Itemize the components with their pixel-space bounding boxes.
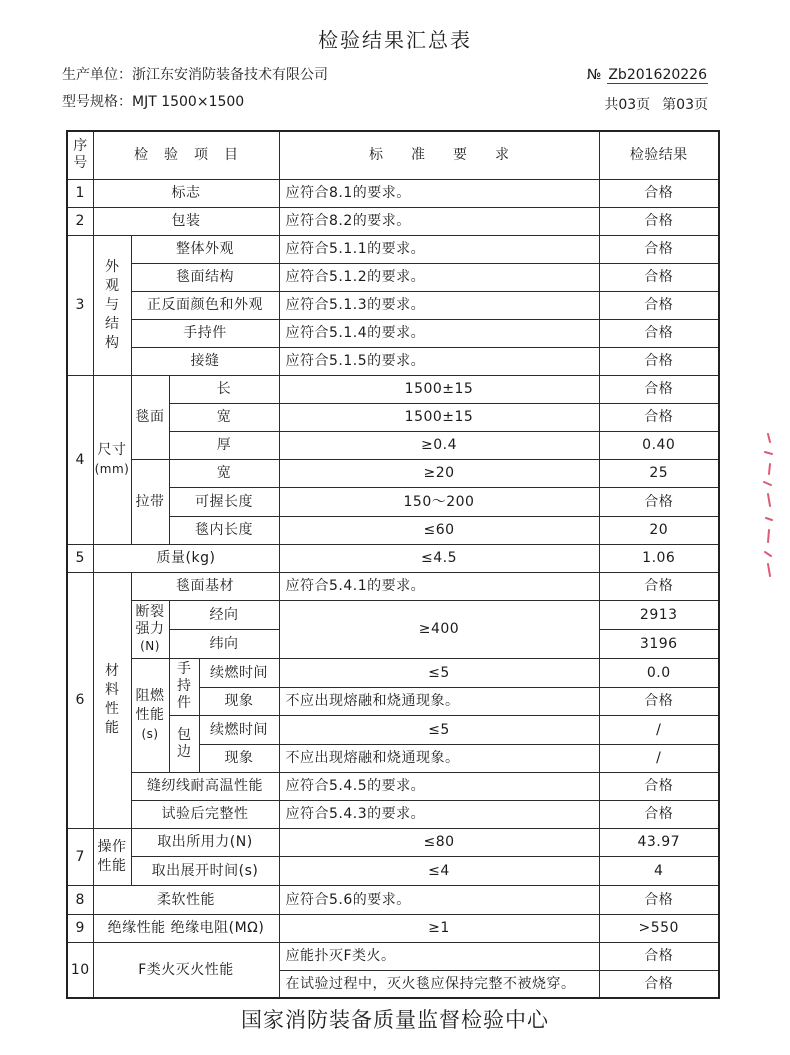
table-row [67, 179, 719, 207]
col-header-no [67, 131, 93, 179]
table-row [67, 375, 719, 403]
row-4-standard-2: 1500±15 [279, 403, 599, 431]
report-number-symbol: № [586, 67, 602, 83]
row-3-result-2: 合格 [599, 263, 719, 291]
row-1-result: 合格 [599, 179, 719, 207]
table-row [67, 885, 719, 914]
row-6-group [93, 572, 131, 828]
row-6-integrity-standard: 应符合5.4.3的要求。 [279, 800, 599, 828]
row-6-flame-part-1-result-1: 0.0 [599, 658, 719, 687]
row-3-standard-1: 应符合5.1.1的要求。 [279, 235, 599, 263]
table-row [67, 600, 719, 629]
report-number-value: Zb201620226 [608, 67, 707, 83]
row-3-result-4: 合格 [599, 319, 719, 347]
row-7-group-line-2: 性能 [97, 857, 127, 874]
row-7-standard-1: ≤80 [279, 828, 599, 856]
row-6-flame-part-1 [169, 658, 199, 715]
row-6-integrity-item: 试验后完整性 [131, 800, 279, 828]
row-3-standard-2: 应符合5.1.2的要求。 [279, 263, 599, 291]
row-4-subgroup-2: 拉带 [131, 459, 169, 544]
row-6-breaking-result-2: 3196 [599, 629, 719, 658]
row-3-standard-5: 应符合5.1.5的要求。 [279, 347, 599, 375]
page-total: 共03页 [604, 97, 651, 113]
document-title: 检验结果汇总表 [318, 28, 472, 52]
row-9-no: 9 [67, 914, 93, 942]
table-row [67, 942, 719, 970]
row-5-result: 1.06 [599, 544, 719, 572]
row-6-flame-part-2-item-1: 续燃时间 [199, 715, 279, 744]
row-4-result-5: 合格 [599, 487, 719, 516]
issuing-organization: 国家消防装备质量监督检验中心 [241, 1008, 549, 1032]
row-6-flame-part-1-item-2: 现象 [199, 687, 279, 715]
row-5-no: 5 [67, 544, 93, 572]
row-4-standard-4: ≥20 [279, 459, 599, 487]
row-6-base-standard: 应符合5.4.1的要求。 [279, 572, 599, 600]
row-10-standard-2: 在试验过程中，灭火毯应保持完整不被烧穿。 [279, 970, 599, 998]
table-row [67, 235, 719, 263]
row-10-standard-1: 应能扑灭F类火。 [279, 942, 599, 970]
row-10-no: 10 [67, 942, 93, 998]
table-row [67, 291, 719, 319]
row-6-breaking-result-1: 2913 [599, 600, 719, 629]
row-4-group-label: 尺寸 [97, 441, 127, 458]
row-6-no: 6 [67, 572, 93, 828]
row-9-result: >550 [599, 914, 719, 942]
row-3-group [93, 235, 131, 375]
row-7-standard-2: ≤4 [279, 856, 599, 885]
row-8-standard: 应符合5.6的要求。 [279, 885, 599, 914]
report-number [587, 66, 708, 84]
row-4-standard-3: ≥0.4 [279, 431, 599, 459]
row-4-item-3: 厚 [169, 431, 279, 459]
row-6-flame-part-2-result-1: / [599, 715, 719, 744]
row-1-item: 标志 [93, 179, 279, 207]
row-2-result: 合格 [599, 207, 719, 235]
row-6-breaking-item-1: 经向 [169, 600, 279, 629]
row-6-thread-result: 合格 [599, 772, 719, 800]
table-header-row [67, 131, 719, 179]
row-7-no: 7 [67, 828, 93, 885]
row-6-flame-label [131, 658, 169, 772]
row-7-item-2: 取出展开时间(s) [131, 856, 279, 885]
row-6-flame-part-1-result-2: 合格 [599, 687, 719, 715]
row-3-result-1: 合格 [599, 235, 719, 263]
results-table [66, 130, 720, 999]
table-row [67, 207, 719, 235]
row-8-result: 合格 [599, 885, 719, 914]
table-row [67, 856, 719, 885]
row-6-flame-label-unit: (s) [141, 726, 159, 741]
row-6-base-result: 合格 [599, 572, 719, 600]
row-3-standard-3: 应符合5.1.3的要求。 [279, 291, 599, 319]
row-7-result-2: 4 [599, 856, 719, 885]
table-row [67, 263, 719, 291]
row-9-standard: ≥1 [279, 914, 599, 942]
row-6-flame-part-1-standard-2: 不应出现熔融和烧通现象。 [279, 687, 599, 715]
row-4-group-unit: (mm) [94, 461, 130, 476]
row-1-standard: 应符合8.1的要求。 [279, 179, 599, 207]
row-7-result-1: 43.97 [599, 828, 719, 856]
row-2-standard: 应符合8.2的要求。 [279, 207, 599, 235]
row-3-item-1: 整体外观 [131, 235, 279, 263]
row-6-thread-standard: 应符合5.4.5的要求。 [279, 772, 599, 800]
row-7-group [93, 828, 131, 885]
row-4-result-2: 合格 [599, 403, 719, 431]
col-header-item: 检验项目 [93, 131, 279, 179]
col-header-result: 检验结果 [599, 131, 719, 179]
seal-fragment [756, 430, 780, 580]
table-row [67, 828, 719, 856]
col-header-no-label: 序号 [73, 138, 88, 172]
row-4-result-3: 0.40 [599, 431, 719, 459]
row-4-subgroup-1: 毯面 [131, 375, 169, 459]
model-line [62, 93, 244, 111]
row-4-result-6: 20 [599, 516, 719, 544]
manufacturer-label: 生产单位： [62, 67, 132, 83]
row-6-flame-part-1-item-1: 续燃时间 [199, 658, 279, 687]
row-4-result-4: 25 [599, 459, 719, 487]
manufacturer-line [62, 66, 328, 84]
row-8-item: 柔软性能 [93, 885, 279, 914]
row-6-breaking-label [131, 600, 169, 658]
row-10-result-2: 合格 [599, 970, 719, 998]
row-6-flame-part-2 [169, 715, 199, 772]
row-6-breaking-label-unit: (N) [140, 638, 160, 653]
row-6-flame-label-line-2: 性能 [135, 706, 165, 723]
row-5-standard: ≤4.5 [279, 544, 599, 572]
row-4-item-4: 宽 [169, 459, 279, 487]
row-6-base-item: 毯面基材 [131, 572, 279, 600]
row-2-no: 2 [67, 207, 93, 235]
row-4-group [93, 375, 131, 544]
row-3-item-2: 毯面结构 [131, 263, 279, 291]
row-3-result-5: 合格 [599, 347, 719, 375]
row-8-no: 8 [67, 885, 93, 914]
table-row [67, 658, 719, 687]
table-row [67, 914, 719, 942]
row-6-flame-part-2-item-2: 现象 [199, 744, 279, 772]
row-6-integrity-result: 合格 [599, 800, 719, 828]
row-2-item: 包装 [93, 207, 279, 235]
manufacturer-value: 浙江东安消防装备技术有限公司 [132, 67, 328, 83]
row-7-item-1: 取出所用力(N) [131, 828, 279, 856]
row-4-item-6: 毯内长度 [169, 516, 279, 544]
row-7-group-line-1: 操作 [97, 838, 127, 855]
row-6-breaking-label-line-2: 强力 [135, 620, 165, 637]
row-3-item-3: 正反面颜色和外观 [131, 291, 279, 319]
row-4-item-2: 宽 [169, 403, 279, 431]
row-6-group-label: 材料性能 [105, 663, 119, 736]
row-5-item: 质量(kg) [93, 544, 279, 572]
table-row [67, 347, 719, 375]
row-6-flame-part-1-standard-1: ≤5 [279, 658, 599, 687]
row-4-standard-6: ≤60 [279, 516, 599, 544]
row-4-no: 4 [67, 375, 93, 544]
row-6-breaking-item-2: 纬向 [169, 629, 279, 658]
row-6-thread-item: 缝纫线耐高温性能 [131, 772, 279, 800]
row-3-item-5: 接缝 [131, 347, 279, 375]
table-row [67, 319, 719, 347]
row-6-flame-part-2-label: 包边 [177, 726, 191, 760]
row-4-item-1: 长 [169, 375, 279, 403]
model-value: MJT 1500×1500 [132, 94, 245, 110]
page-current: 第03页 [662, 97, 708, 113]
row-1-no: 1 [67, 179, 93, 207]
row-6-flame-part-1-label: 手持件 [177, 661, 191, 711]
row-6-flame-part-2-result-2: / [599, 744, 719, 772]
model-label: 型号规格： [62, 94, 132, 110]
row-6-flame-part-2-standard-2: 不应出现熔融和烧通现象。 [279, 744, 599, 772]
row-6-flame-part-2-standard-1: ≤5 [279, 715, 599, 744]
row-3-item-4: 手持件 [131, 319, 279, 347]
row-10-result-1: 合格 [599, 942, 719, 970]
row-4-standard-1: 1500±15 [279, 375, 599, 403]
table-row [67, 772, 719, 800]
table-row [67, 572, 719, 600]
row-6-breaking-label-line-1: 断裂 [135, 603, 165, 620]
row-6-flame-label-line-1: 阻燃 [135, 687, 165, 704]
row-3-group-label: 外观与结构 [105, 258, 119, 351]
row-9-item: 绝缘性能 绝缘电阻(MΩ) [93, 914, 279, 942]
row-4-standard-5: 150～200 [279, 487, 599, 516]
row-3-standard-4: 应符合5.1.4的要求。 [279, 319, 599, 347]
row-4-result-1: 合格 [599, 375, 719, 403]
table-row [67, 800, 719, 828]
row-3-no: 3 [67, 235, 93, 375]
row-4-item-5: 可握长度 [169, 487, 279, 516]
page-indicator [604, 96, 708, 114]
table-row [67, 459, 719, 487]
col-header-standard: 标准要求 [279, 131, 599, 179]
table-row [67, 544, 719, 572]
row-10-item: F类火灭火性能 [93, 942, 279, 998]
row-6-breaking-standard: ≥400 [279, 600, 599, 658]
row-3-result-3: 合格 [599, 291, 719, 319]
